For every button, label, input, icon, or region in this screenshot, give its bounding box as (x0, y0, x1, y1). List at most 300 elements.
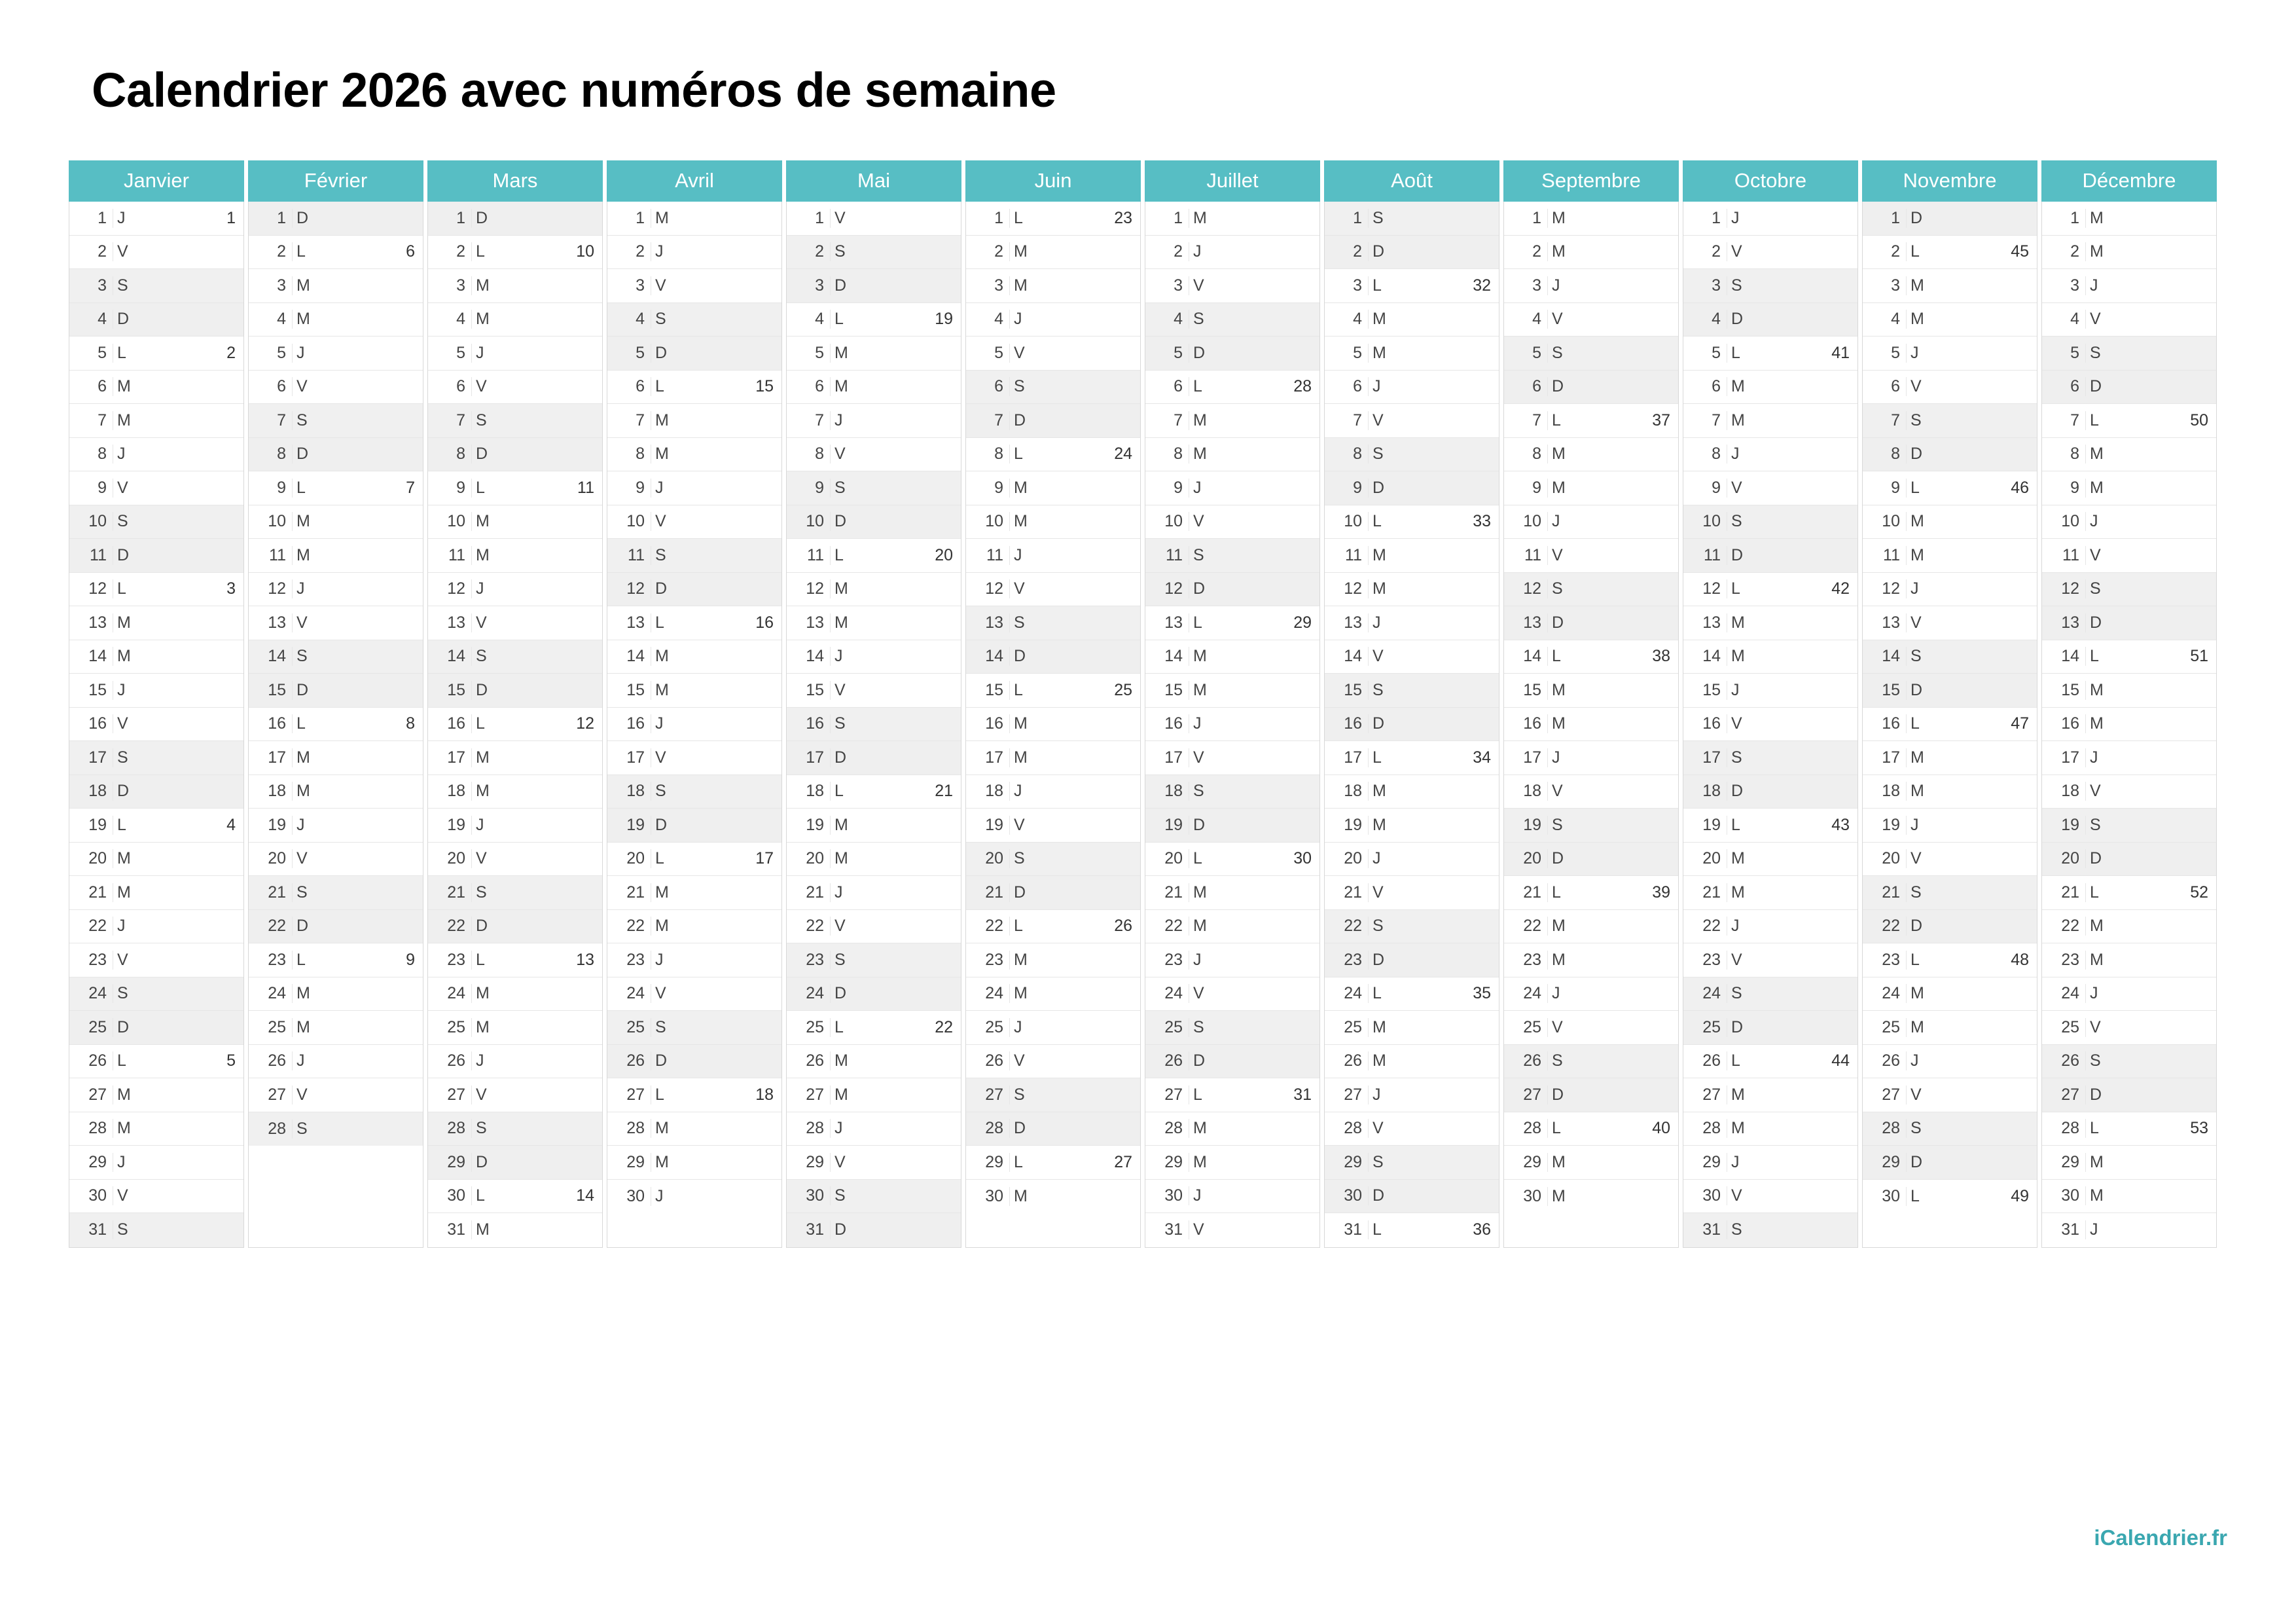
day-row[interactable] (428, 1180, 602, 1214)
day-row[interactable] (1325, 741, 1499, 775)
day-row[interactable] (2042, 505, 2216, 539)
day-row[interactable] (1325, 404, 1499, 438)
day-row[interactable] (1145, 809, 1319, 843)
day-row[interactable] (1683, 843, 1857, 877)
day-row[interactable] (1325, 303, 1499, 337)
day-row[interactable] (1683, 775, 1857, 809)
day-row[interactable] (2042, 1112, 2216, 1146)
day-row[interactable] (1504, 438, 1678, 472)
day-row[interactable] (1504, 269, 1678, 303)
day-row[interactable] (787, 404, 961, 438)
day-row[interactable] (966, 202, 1140, 236)
day-row[interactable] (428, 1045, 602, 1079)
day-row[interactable] (1325, 471, 1499, 505)
day-row[interactable] (428, 269, 602, 303)
day-row[interactable] (1863, 371, 2037, 405)
day-row[interactable] (1683, 809, 1857, 843)
day-row[interactable] (69, 471, 243, 505)
day-row[interactable] (966, 674, 1140, 708)
day-row[interactable] (1504, 1146, 1678, 1180)
day-row[interactable] (2042, 775, 2216, 809)
day-row[interactable] (428, 809, 602, 843)
day-row[interactable] (607, 1045, 781, 1079)
day-row[interactable] (1863, 674, 2037, 708)
day-row[interactable] (1683, 202, 1857, 236)
day-row[interactable] (1863, 1078, 2037, 1112)
day-row[interactable] (2042, 202, 2216, 236)
day-row[interactable] (787, 539, 961, 573)
day-row[interactable] (1863, 640, 2037, 674)
day-row[interactable] (1863, 505, 2037, 539)
day-row[interactable] (249, 303, 423, 337)
day-row[interactable] (1863, 573, 2037, 607)
day-row[interactable] (1145, 1112, 1319, 1146)
day-row[interactable] (1504, 910, 1678, 944)
day-row[interactable] (607, 236, 781, 270)
day-row[interactable] (1683, 269, 1857, 303)
day-row[interactable] (1863, 337, 2037, 371)
month-header-août[interactable]: Août (1324, 160, 1499, 202)
day-row[interactable] (69, 1146, 243, 1180)
day-row[interactable] (1863, 910, 2037, 944)
day-row[interactable] (1325, 606, 1499, 640)
day-row[interactable] (966, 539, 1140, 573)
day-row[interactable] (69, 708, 243, 742)
day-row[interactable] (1504, 505, 1678, 539)
day-row[interactable] (428, 876, 602, 910)
day-row[interactable] (2042, 708, 2216, 742)
day-row[interactable] (966, 843, 1140, 877)
day-row[interactable] (2042, 471, 2216, 505)
day-row[interactable] (1683, 876, 1857, 910)
day-row[interactable] (1325, 337, 1499, 371)
day-row[interactable] (69, 943, 243, 977)
day-row[interactable] (1504, 809, 1678, 843)
day-row[interactable] (69, 438, 243, 472)
day-row[interactable] (2042, 977, 2216, 1012)
day-row[interactable] (428, 674, 602, 708)
day-row[interactable] (1504, 1180, 1678, 1214)
day-row[interactable] (787, 943, 961, 977)
day-row[interactable] (787, 708, 961, 742)
day-row[interactable] (2042, 809, 2216, 843)
day-row[interactable] (69, 1213, 243, 1247)
day-row[interactable] (249, 1011, 423, 1045)
day-row[interactable] (787, 809, 961, 843)
day-row[interactable] (1683, 943, 1857, 977)
day-row[interactable] (428, 640, 602, 674)
day-row[interactable] (787, 202, 961, 236)
day-row[interactable] (249, 843, 423, 877)
day-row[interactable] (1683, 1078, 1857, 1112)
day-row[interactable] (1504, 640, 1678, 674)
day-row[interactable] (1145, 674, 1319, 708)
day-row[interactable] (1325, 809, 1499, 843)
day-row[interactable] (428, 1011, 602, 1045)
day-row[interactable] (966, 741, 1140, 775)
day-row[interactable] (966, 404, 1140, 438)
day-row[interactable] (428, 1213, 602, 1247)
day-row[interactable] (1325, 1045, 1499, 1079)
day-row[interactable] (428, 303, 602, 337)
day-row[interactable] (1683, 573, 1857, 607)
day-row[interactable] (966, 505, 1140, 539)
day-row[interactable] (787, 1011, 961, 1045)
day-row[interactable] (1145, 236, 1319, 270)
day-row[interactable] (607, 775, 781, 809)
day-row[interactable] (249, 606, 423, 640)
day-row[interactable] (2042, 1078, 2216, 1112)
day-row[interactable] (249, 471, 423, 505)
day-row[interactable] (607, 640, 781, 674)
day-row[interactable] (1145, 843, 1319, 877)
day-row[interactable] (1683, 1180, 1857, 1214)
day-row[interactable] (966, 303, 1140, 337)
day-row[interactable] (2042, 1180, 2216, 1214)
day-row[interactable] (69, 337, 243, 371)
day-row[interactable] (607, 1112, 781, 1146)
day-row[interactable] (2042, 843, 2216, 877)
day-row[interactable] (1145, 910, 1319, 944)
day-row[interactable] (1325, 943, 1499, 977)
day-row[interactable] (787, 775, 961, 809)
day-row[interactable] (1325, 202, 1499, 236)
day-row[interactable] (428, 337, 602, 371)
day-row[interactable] (1504, 236, 1678, 270)
day-row[interactable] (607, 910, 781, 944)
day-row[interactable] (2042, 236, 2216, 270)
day-row[interactable] (1683, 1146, 1857, 1180)
month-header-juin[interactable]: Juin (965, 160, 1141, 202)
day-row[interactable] (69, 404, 243, 438)
day-row[interactable] (1683, 977, 1857, 1012)
day-row[interactable] (1504, 1078, 1678, 1112)
day-row[interactable] (1325, 1112, 1499, 1146)
day-row[interactable] (966, 1112, 1140, 1146)
day-row[interactable] (249, 640, 423, 674)
day-row[interactable] (69, 775, 243, 809)
day-row[interactable] (249, 438, 423, 472)
day-row[interactable] (249, 269, 423, 303)
day-row[interactable] (428, 471, 602, 505)
day-row[interactable] (428, 1078, 602, 1112)
day-row[interactable] (2042, 269, 2216, 303)
day-row[interactable] (1683, 1112, 1857, 1146)
day-row[interactable] (2042, 371, 2216, 405)
day-row[interactable] (966, 876, 1140, 910)
day-row[interactable] (1325, 371, 1499, 405)
day-row[interactable] (607, 505, 781, 539)
day-row[interactable] (966, 1078, 1140, 1112)
day-row[interactable] (1145, 741, 1319, 775)
day-row[interactable] (2042, 1011, 2216, 1045)
day-row[interactable] (1325, 674, 1499, 708)
day-row[interactable] (607, 674, 781, 708)
month-header-mars[interactable]: Mars (427, 160, 603, 202)
day-row[interactable] (607, 1146, 781, 1180)
day-row[interactable] (428, 236, 602, 270)
day-row[interactable] (1504, 943, 1678, 977)
day-row[interactable] (69, 505, 243, 539)
day-row[interactable] (1325, 1011, 1499, 1045)
day-row[interactable] (428, 573, 602, 607)
day-row[interactable] (1145, 505, 1319, 539)
day-row[interactable] (249, 775, 423, 809)
day-row[interactable] (69, 606, 243, 640)
day-row[interactable] (1863, 809, 2037, 843)
day-row[interactable] (607, 539, 781, 573)
day-row[interactable] (2042, 1146, 2216, 1180)
day-row[interactable] (1504, 977, 1678, 1012)
day-row[interactable] (2042, 1045, 2216, 1079)
day-row[interactable] (1683, 303, 1857, 337)
day-row[interactable] (607, 977, 781, 1012)
day-row[interactable] (249, 236, 423, 270)
day-row[interactable] (69, 1078, 243, 1112)
day-row[interactable] (1145, 977, 1319, 1012)
day-row[interactable] (607, 741, 781, 775)
day-row[interactable] (1683, 404, 1857, 438)
day-row[interactable] (69, 303, 243, 337)
day-row[interactable] (1145, 269, 1319, 303)
day-row[interactable] (1504, 202, 1678, 236)
day-row[interactable] (1504, 775, 1678, 809)
day-row[interactable] (69, 236, 243, 270)
day-row[interactable] (69, 269, 243, 303)
day-row[interactable] (1145, 876, 1319, 910)
day-row[interactable] (1145, 640, 1319, 674)
day-row[interactable] (2042, 606, 2216, 640)
day-row[interactable] (966, 640, 1140, 674)
day-row[interactable] (966, 775, 1140, 809)
day-row[interactable] (1863, 843, 2037, 877)
day-row[interactable] (607, 1078, 781, 1112)
day-row[interactable] (1863, 775, 2037, 809)
day-row[interactable] (428, 775, 602, 809)
day-row[interactable] (1863, 741, 2037, 775)
day-row[interactable] (1325, 438, 1499, 472)
day-row[interactable] (1325, 1078, 1499, 1112)
day-row[interactable] (1863, 1180, 2037, 1214)
day-row[interactable] (428, 708, 602, 742)
day-row[interactable] (1325, 1180, 1499, 1214)
day-row[interactable] (787, 674, 961, 708)
day-row[interactable] (1863, 269, 2037, 303)
day-row[interactable] (1145, 1180, 1319, 1214)
day-row[interactable] (69, 809, 243, 843)
day-row[interactable] (1145, 539, 1319, 573)
day-row[interactable] (69, 1112, 243, 1146)
day-row[interactable] (607, 303, 781, 337)
day-row[interactable] (249, 1045, 423, 1079)
day-row[interactable] (69, 573, 243, 607)
day-row[interactable] (249, 741, 423, 775)
day-row[interactable] (428, 843, 602, 877)
day-row[interactable] (1145, 708, 1319, 742)
day-row[interactable] (607, 573, 781, 607)
day-row[interactable] (607, 404, 781, 438)
day-row[interactable] (249, 809, 423, 843)
day-row[interactable] (2042, 674, 2216, 708)
day-row[interactable] (1863, 606, 2037, 640)
day-row[interactable] (1145, 1078, 1319, 1112)
day-row[interactable] (787, 1213, 961, 1247)
day-row[interactable] (607, 606, 781, 640)
day-row[interactable] (1145, 303, 1319, 337)
day-row[interactable] (787, 640, 961, 674)
day-row[interactable] (1145, 371, 1319, 405)
day-row[interactable] (607, 438, 781, 472)
day-row[interactable] (2042, 910, 2216, 944)
day-row[interactable] (1863, 303, 2037, 337)
day-row[interactable] (966, 708, 1140, 742)
day-row[interactable] (1325, 1213, 1499, 1247)
day-row[interactable] (1683, 1213, 1857, 1247)
day-row[interactable] (2042, 539, 2216, 573)
day-row[interactable] (1145, 943, 1319, 977)
day-row[interactable] (1325, 876, 1499, 910)
day-row[interactable] (249, 1112, 423, 1146)
day-row[interactable] (1504, 708, 1678, 742)
day-row[interactable] (787, 236, 961, 270)
day-row[interactable] (1145, 606, 1319, 640)
day-row[interactable] (1325, 977, 1499, 1012)
day-row[interactable] (1504, 471, 1678, 505)
day-row[interactable] (428, 1146, 602, 1180)
day-row[interactable] (607, 202, 781, 236)
day-row[interactable] (966, 371, 1140, 405)
day-row[interactable] (1683, 910, 1857, 944)
day-row[interactable] (787, 337, 961, 371)
day-row[interactable] (249, 202, 423, 236)
day-row[interactable] (2042, 404, 2216, 438)
day-row[interactable] (966, 1045, 1140, 1079)
day-row[interactable] (1863, 404, 2037, 438)
day-row[interactable] (69, 640, 243, 674)
day-row[interactable] (2042, 741, 2216, 775)
day-row[interactable] (966, 606, 1140, 640)
day-row[interactable] (69, 741, 243, 775)
day-row[interactable] (787, 977, 961, 1012)
day-row[interactable] (1145, 202, 1319, 236)
day-row[interactable] (966, 943, 1140, 977)
day-row[interactable] (69, 910, 243, 944)
day-row[interactable] (1325, 573, 1499, 607)
day-row[interactable] (428, 505, 602, 539)
day-row[interactable] (607, 1180, 781, 1214)
day-row[interactable] (2042, 1213, 2216, 1247)
day-row[interactable] (607, 843, 781, 877)
day-row[interactable] (249, 539, 423, 573)
day-row[interactable] (428, 741, 602, 775)
day-row[interactable] (1683, 606, 1857, 640)
day-row[interactable] (607, 269, 781, 303)
day-row[interactable] (1504, 539, 1678, 573)
day-row[interactable] (787, 573, 961, 607)
day-row[interactable] (1145, 1011, 1319, 1045)
month-header-octobre[interactable]: Octobre (1683, 160, 1858, 202)
day-row[interactable] (787, 1180, 961, 1214)
day-row[interactable] (1863, 1045, 2037, 1079)
day-row[interactable] (249, 977, 423, 1012)
day-row[interactable] (966, 1146, 1140, 1180)
day-row[interactable] (787, 910, 961, 944)
day-row[interactable] (1863, 1146, 2037, 1180)
day-row[interactable] (428, 910, 602, 944)
day-row[interactable] (966, 573, 1140, 607)
day-row[interactable] (1683, 337, 1857, 371)
day-row[interactable] (1683, 371, 1857, 405)
day-row[interactable] (1504, 1011, 1678, 1045)
day-row[interactable] (428, 438, 602, 472)
day-row[interactable] (1504, 1045, 1678, 1079)
day-row[interactable] (249, 404, 423, 438)
day-row[interactable] (1863, 438, 2037, 472)
day-row[interactable] (787, 1146, 961, 1180)
day-row[interactable] (1863, 236, 2037, 270)
day-row[interactable] (607, 876, 781, 910)
day-row[interactable] (69, 1011, 243, 1045)
day-row[interactable] (2042, 876, 2216, 910)
day-row[interactable] (787, 876, 961, 910)
day-row[interactable] (249, 1078, 423, 1112)
day-row[interactable] (1145, 573, 1319, 607)
day-row[interactable] (966, 977, 1140, 1012)
day-row[interactable] (1325, 539, 1499, 573)
day-row[interactable] (787, 606, 961, 640)
day-row[interactable] (1683, 505, 1857, 539)
day-row[interactable] (1504, 303, 1678, 337)
day-row[interactable] (2042, 943, 2216, 977)
day-row[interactable] (69, 674, 243, 708)
day-row[interactable] (428, 202, 602, 236)
day-row[interactable] (69, 539, 243, 573)
month-header-novembre[interactable]: Novembre (1862, 160, 2037, 202)
day-row[interactable] (607, 809, 781, 843)
day-row[interactable] (2042, 438, 2216, 472)
day-row[interactable] (966, 438, 1140, 472)
day-row[interactable] (1863, 1112, 2037, 1146)
month-header-décembre[interactable]: Décembre (2041, 160, 2217, 202)
day-row[interactable] (787, 438, 961, 472)
day-row[interactable] (966, 236, 1140, 270)
month-header-février[interactable]: Février (248, 160, 423, 202)
day-row[interactable] (966, 337, 1140, 371)
day-row[interactable] (1325, 910, 1499, 944)
day-row[interactable] (69, 202, 243, 236)
day-row[interactable] (1145, 337, 1319, 371)
day-row[interactable] (1683, 539, 1857, 573)
day-row[interactable] (1504, 573, 1678, 607)
day-row[interactable] (249, 943, 423, 977)
day-row[interactable] (69, 843, 243, 877)
day-row[interactable] (249, 910, 423, 944)
day-row[interactable] (1683, 471, 1857, 505)
day-row[interactable] (787, 1078, 961, 1112)
day-row[interactable] (428, 977, 602, 1012)
day-row[interactable] (1145, 1045, 1319, 1079)
day-row[interactable] (1325, 1146, 1499, 1180)
day-row[interactable] (1325, 708, 1499, 742)
month-header-avril[interactable]: Avril (607, 160, 782, 202)
day-row[interactable] (249, 674, 423, 708)
day-row[interactable] (428, 1112, 602, 1146)
day-row[interactable] (966, 910, 1140, 944)
day-row[interactable] (2042, 573, 2216, 607)
day-row[interactable] (1683, 1045, 1857, 1079)
month-header-septembre[interactable]: Septembre (1503, 160, 1679, 202)
day-row[interactable] (249, 505, 423, 539)
